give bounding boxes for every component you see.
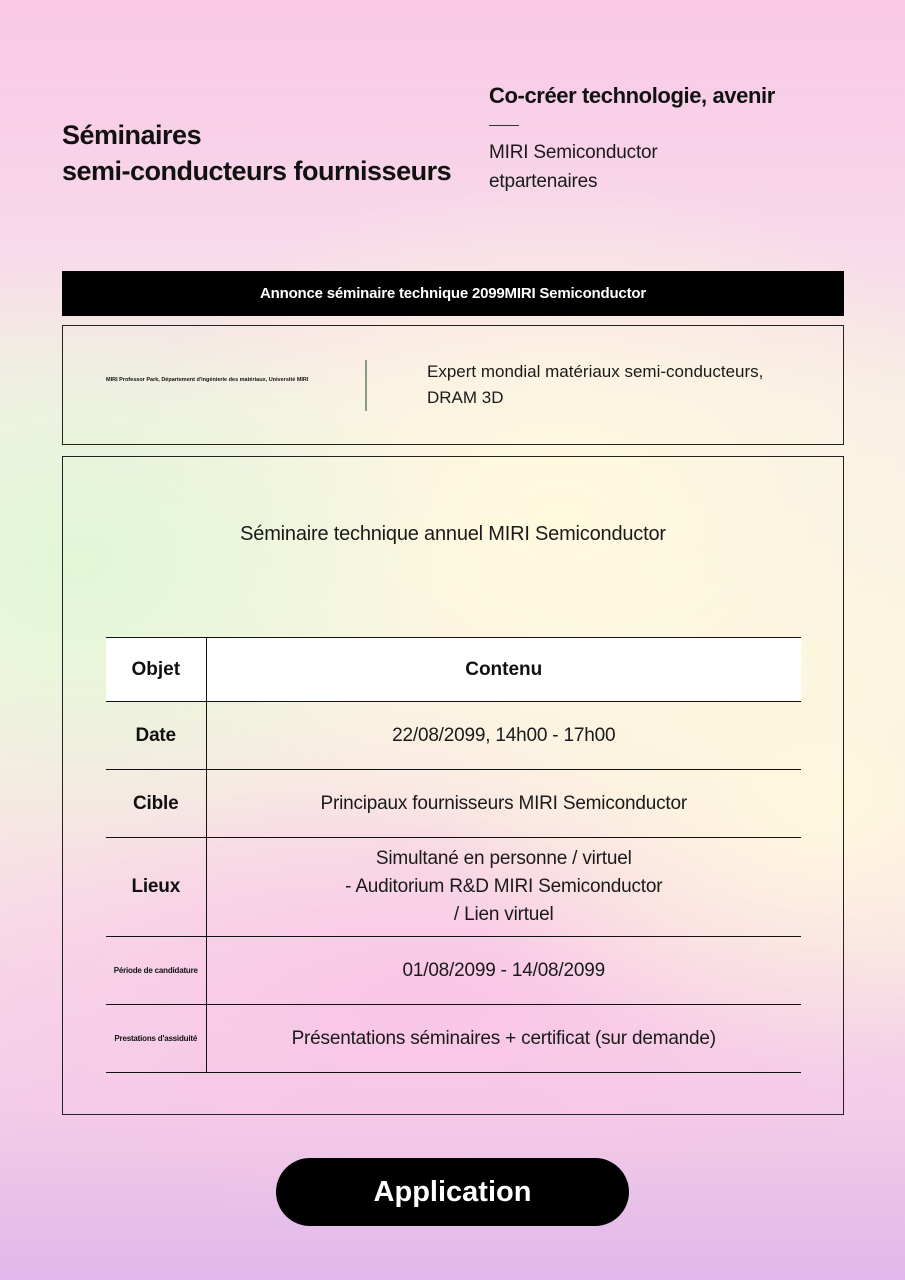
tagline: Co-créer technologie, avenir xyxy=(489,83,775,108)
row-label: Date xyxy=(106,702,206,770)
speaker-divider xyxy=(365,360,367,411)
speaker-name: MIRI Professor Park, Département d'ingénierie des matériaux, Université MIRI xyxy=(106,377,309,383)
speaker-description: Expert mondial matériaux semi-conducteurs, DRAM 3D xyxy=(427,362,764,407)
partners xyxy=(489,138,775,196)
page-title xyxy=(62,117,451,189)
announcement-banner xyxy=(62,271,844,316)
seminar-info-table xyxy=(106,637,801,1073)
row-value: 22/08/2099, 14h00 - 17h00 xyxy=(206,702,801,770)
row-value-line: / Lien virtuel xyxy=(453,904,554,925)
seminar-title: Séminaire technique annuel MIRI Semiconductor xyxy=(240,523,666,545)
row-value: Présentations séminaires + certificat (sur demande) xyxy=(206,1005,801,1073)
page-title-line-2: semi-conducteurs fournisseurs xyxy=(62,156,452,186)
table-header-content: Contenu xyxy=(206,638,801,702)
header-right xyxy=(489,80,775,196)
application-button[interactable]: Application xyxy=(276,1158,629,1226)
table-row xyxy=(106,838,801,937)
table-header-row xyxy=(106,638,801,702)
table-row xyxy=(106,937,801,1005)
speaker-box xyxy=(62,325,844,445)
row-value: Principaux fournisseurs MIRI Semiconductor xyxy=(206,770,801,838)
row-value-line: Simultané en personne / virtuel xyxy=(375,848,632,869)
partners-line-1: MIRI Semiconductor xyxy=(489,142,658,163)
table-row xyxy=(106,702,801,770)
row-label: Lieux xyxy=(106,838,206,937)
row-value xyxy=(206,838,801,937)
announcement-banner-text: Annonce séminaire technique 2099MIRI Semiconductor xyxy=(260,285,646,302)
table-row xyxy=(106,1005,801,1073)
partners-line-2: etpartenaires xyxy=(489,171,598,192)
row-value: 01/08/2099 - 14/08/2099 xyxy=(206,937,801,1005)
seminar-details-box xyxy=(62,456,844,1115)
table-header-object: Objet xyxy=(106,638,206,702)
row-label: Cible xyxy=(106,770,206,838)
page-title-line-1: Séminaires xyxy=(62,120,202,150)
row-label: Période de candidature xyxy=(106,937,206,1005)
tagline-divider xyxy=(489,125,519,126)
row-value-line: - Auditorium R&D MIRI Semiconductor xyxy=(345,876,663,897)
row-label: Prestations d'assiduité xyxy=(106,1005,206,1073)
table-row xyxy=(106,770,801,838)
